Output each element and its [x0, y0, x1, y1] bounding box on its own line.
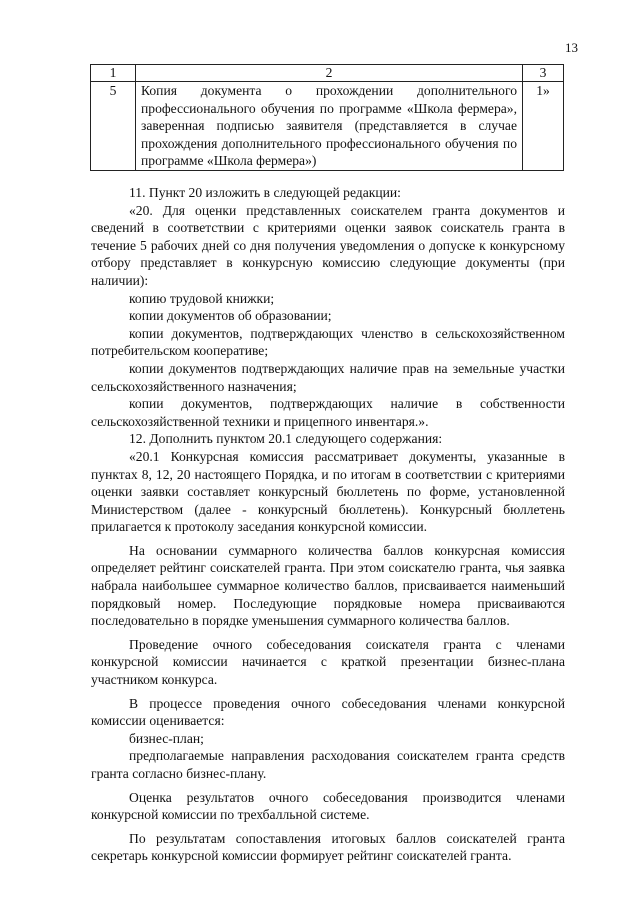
paragraph: копию трудовой книжки; — [129, 290, 275, 306]
document-body — [91, 184, 565, 865]
paragraph: В процессе проведения очного собеседования членами конкурсной комиссии оценивается: — [91, 695, 565, 729]
paragraph: На основании суммарного количества баллов конкурсная комиссия определяет рейтинг соискателей гранта. При этом соискателю гранта, чья заявка набрала наибольшее суммарное количество баллов, присваивается наименьший порядковый номер. Последующие порядковые номера присваиваются последовательно в порядке уменьшения суммарного количества баллов. — [91, 542, 565, 629]
page-number: 13 — [565, 40, 578, 55]
criteria-table — [90, 64, 564, 171]
paragraph: 12. Дополнить пунктом 20.1 следующего содержания: — [129, 431, 443, 447]
table-header-col-2: 2 — [136, 65, 523, 82]
paragraph: 11. Пункт 20 изложить в следующей редакции: — [129, 185, 401, 200]
paragraph: копии документов, подтверждающих членство в сельскохозяйственном потребительском кооперативе; — [91, 325, 565, 359]
paragraph: «20.1 Конкурсная комиссия рассматривает документы, указанные в пунктах 8, 12, 20 настоящего Порядка, и по итогам в соответствии с критериями оценки заявки составляет конкурсный бюллетень по форме, установленной Министерством (далее - конкурсный бюллетень). Конкурсный бюллетень прилагается к протоколу заседания конкурсной комиссии. — [91, 448, 565, 535]
paragraph: копии документов подтверждающих наличие прав на земельные участки сельскохозяйственного назначения; — [91, 360, 565, 394]
table-header-col-3: 3 — [523, 65, 564, 82]
paragraph: копии документов, подтверждающих наличие в собственности сельскохозяйственной техники и прицепного инвентаря.». — [91, 396, 565, 429]
table-header-row — [91, 65, 564, 82]
table-cell-number: 5 — [91, 82, 136, 171]
table-cell-text: Копия документа о прохождении дополнительного профессионального обучения по программе «Школа фермера», заверенная подписью заявителя (представляется в случае прохождения дополнительного профессионального обучения по программе «Школа фермера») — [136, 82, 523, 171]
table-header-col-1: 1 — [91, 65, 136, 82]
paragraph: Оценка результатов очного собеседования производится членами конкурсной комиссии по трехбалльной системе. — [91, 789, 565, 823]
paragraph: «20. Для оценки представленных соискателем гранта документов и сведений в соответствии с критериями оценки заявок соискатель гранта в течение 5 рабочих дней со дня получения уведомления о допуске к конкурсному отбору представляет в конкурсную комиссию следующие документы (при наличии): — [91, 202, 565, 288]
paragraph: копии документов об образовании; — [129, 308, 332, 324]
table-row — [91, 82, 564, 171]
paragraph: По результатам сопоставления итоговых баллов соискателей гранта секретарь конкурсной комиссии формирует рейтинг соискателей гранта. — [91, 830, 565, 864]
paragraph: бизнес-план; — [129, 730, 204, 746]
paragraph: Проведение очного собеседования соискателя гранта с членами конкурсной комиссии начинается с краткой презентации бизнес-плана участником конкурса. — [91, 636, 565, 688]
paragraph: предполагаемые направления расходования соискателем гранта средств гранта согласно бизнес-плану. — [91, 748, 565, 781]
table-cell-score: 1» — [523, 82, 564, 171]
